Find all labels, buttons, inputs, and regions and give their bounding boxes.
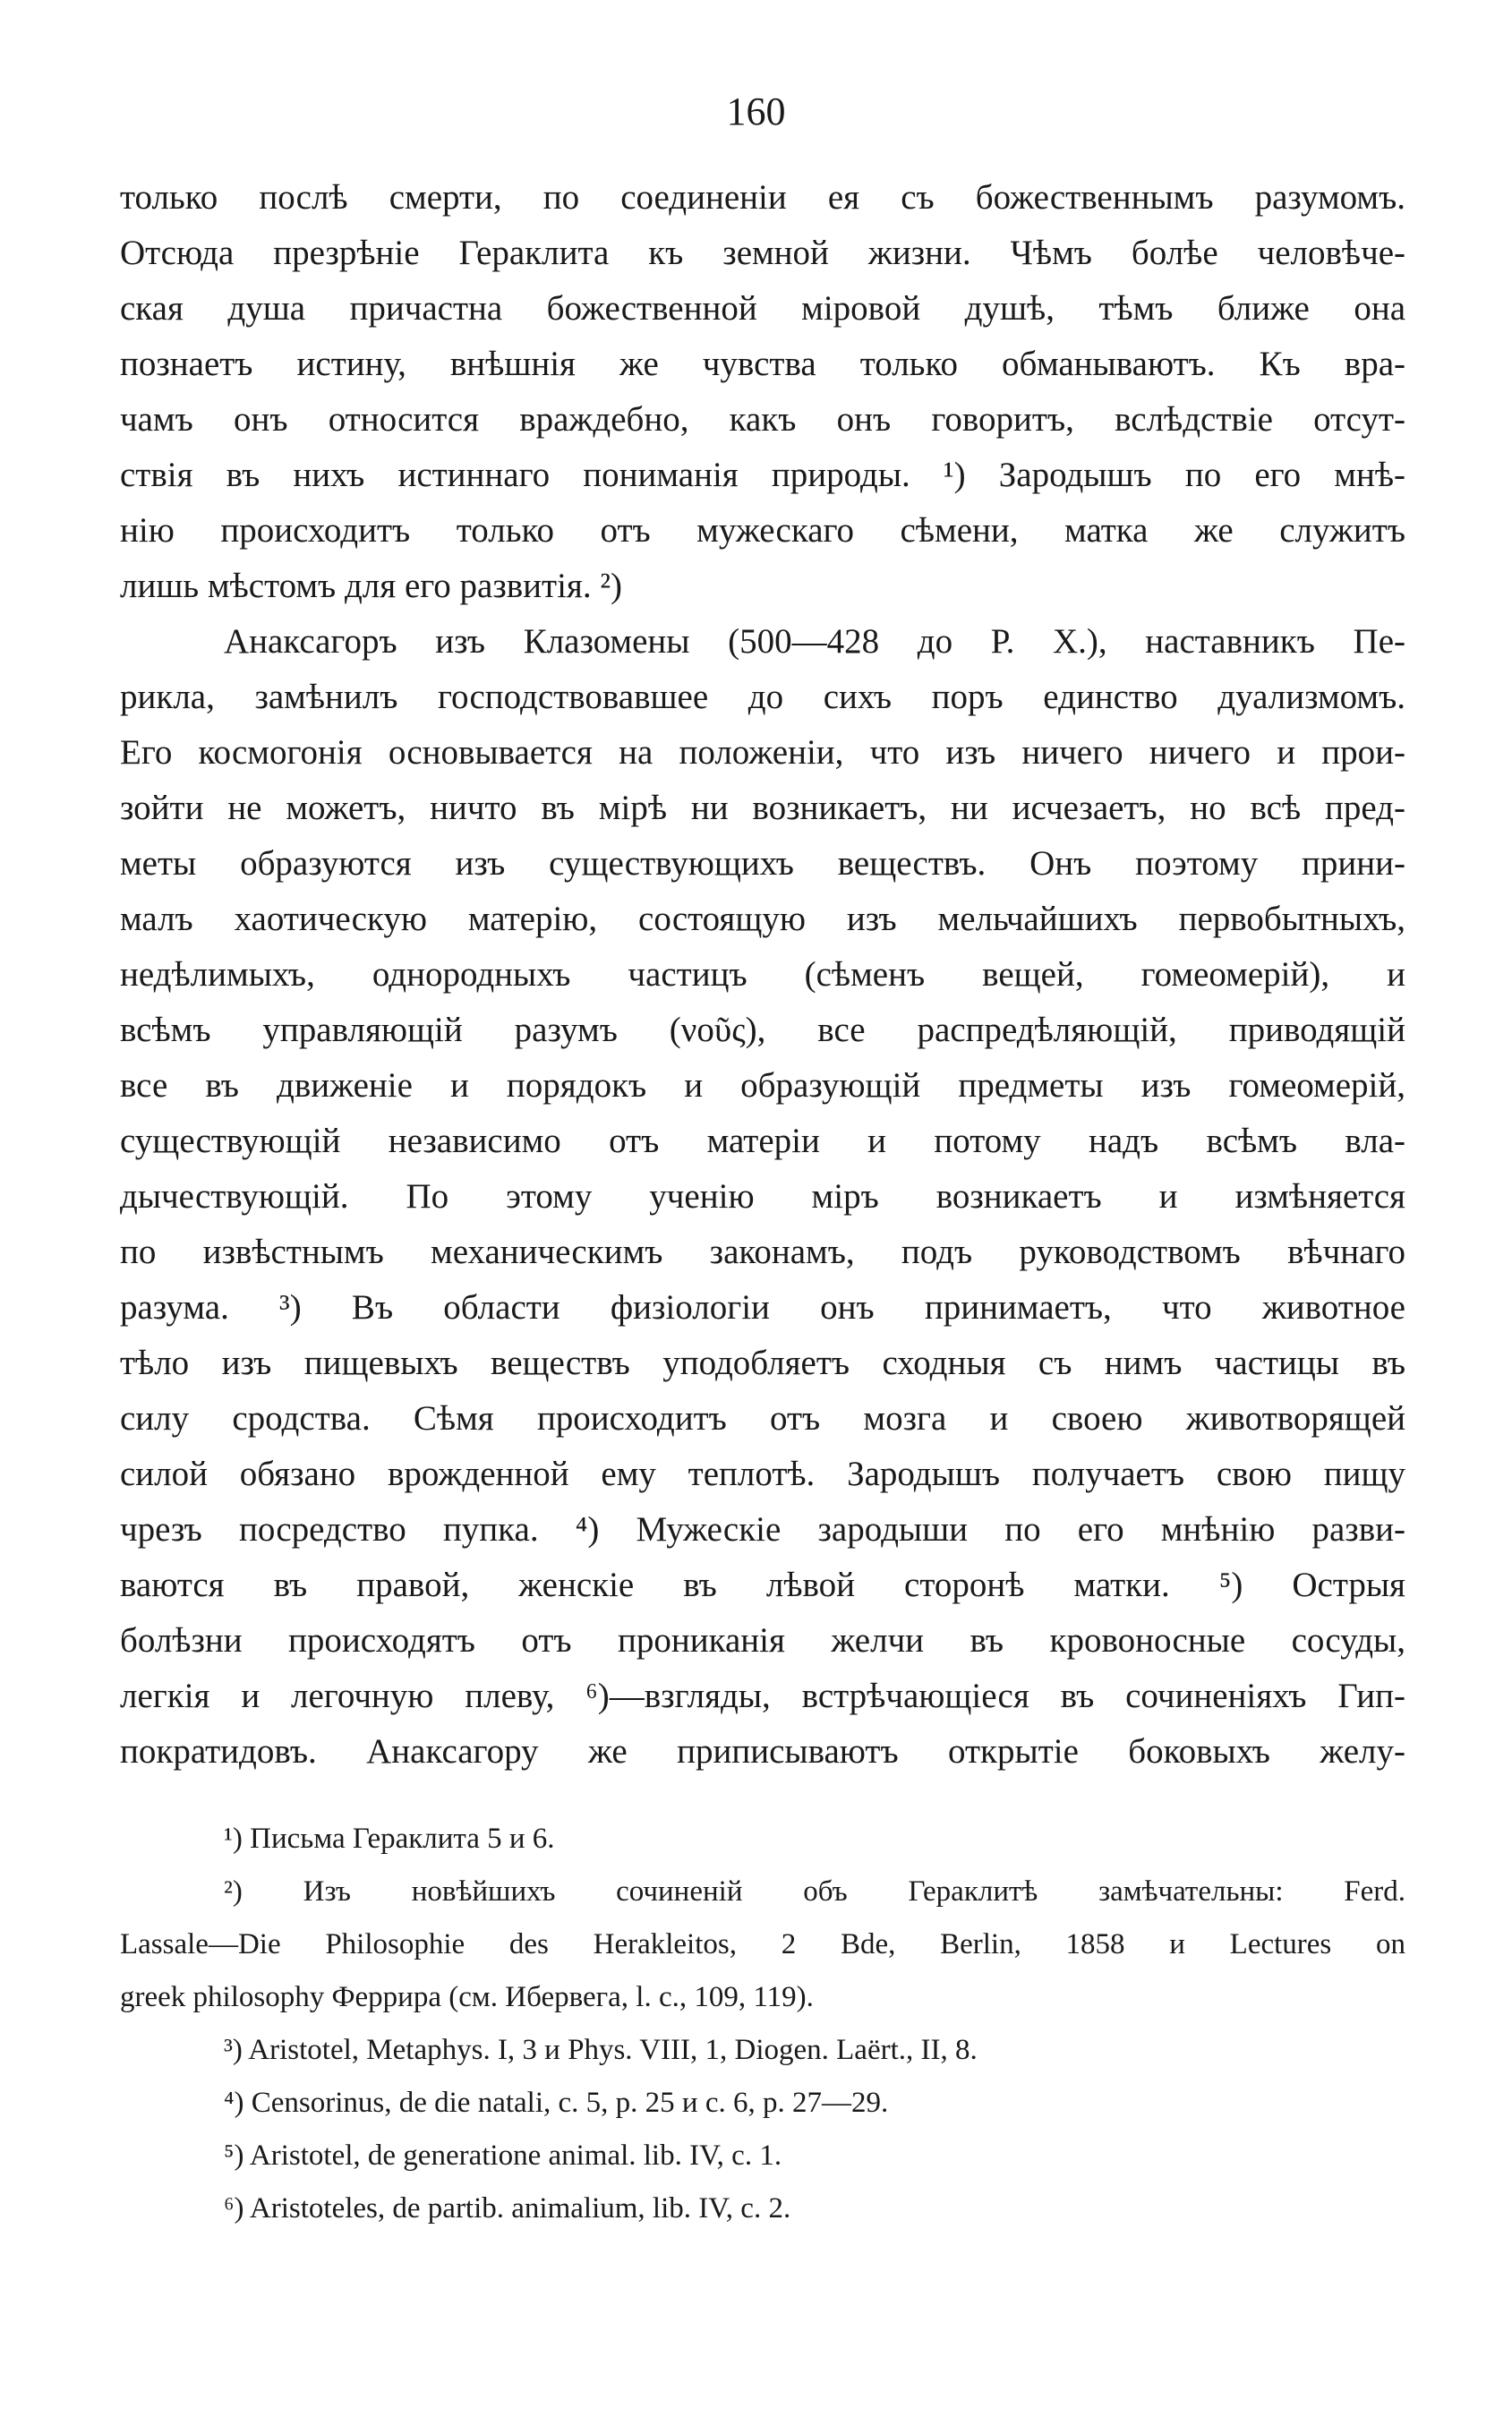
- body-line: ваются въ правой, женскіе въ лѣвой сторонѣ матки. ⁵) Острыя: [120, 1566, 1405, 1604]
- body-line: все въ движеніе и порядокъ и образующій предметы изъ гомеомерій,: [120, 1066, 1405, 1105]
- body-line: по извѣстнымъ механическимъ законамъ, подъ руководствомъ вѣчнаго: [120, 1233, 1405, 1271]
- body-line: меты образуются изъ существующихъ веществъ. Онъ поэтому прини-: [120, 844, 1405, 883]
- body-line: ская душа причастна божественной міровой душѣ, тѣмъ ближе она: [120, 289, 1405, 328]
- body-line: силой обязано врожденной ему теплотѣ. Зародышъ получаетъ свою пищу: [120, 1455, 1405, 1493]
- body-line: лишь мѣстомъ для его развитія. ²): [120, 567, 623, 605]
- footnote-continuation: Lassale—Die Philosophie des Herakleitos, 2 Bde, Berlin, 1858 и Lectures on: [120, 1928, 1405, 1960]
- body-line: нію происходитъ только отъ мужескаго сѣмени, матка же служитъ: [120, 511, 1405, 550]
- footnote: ²) Изъ новѣйшихъ сочиненій объ Гераклитѣ замѣчательны: Ferd.: [224, 1875, 1405, 1908]
- footnote: ⁵) Aristotel, de generatione animal. lib. IV, c. 1.: [224, 2139, 782, 2172]
- body-line: тѣло изъ пищевыхъ веществъ уподобляетъ сходныя съ нимъ частицы въ: [120, 1344, 1405, 1382]
- body-line: существующій независимо отъ матеріи и потому надъ всѣмъ вла-: [120, 1122, 1405, 1160]
- body-line: болѣзни происходятъ отъ прониканія желчи въ кровоносные сосуды,: [120, 1621, 1405, 1660]
- body-line: чрезъ посредство пупка. ⁴) Мужескіе зародыши по его мнѣнію разви-: [120, 1510, 1405, 1549]
- body-line: всѣмъ управляющій разумъ (νοῦς), все распредѣляющій, приводящій: [120, 1011, 1405, 1049]
- body-line: только послѣ смерти, по соединеніи ея съ божественнымъ разумомъ.: [120, 178, 1405, 217]
- body-line: Его космогонія основывается на положеніи, что изъ ничего ничего и прои-: [120, 733, 1405, 772]
- body-line: ствія въ нихъ истиннаго пониманія природы. ¹) Зародышъ по его мнѣ-: [120, 456, 1405, 494]
- footnote: ⁶) Aristoteles, de partib. animalium, lib. IV, c. 2.: [224, 2192, 791, 2225]
- body-line: пократидовъ. Анаксагору же приписываютъ открытіе боковыхъ желу-: [120, 1732, 1405, 1771]
- body-line: силу сродства. Сѣмя происходитъ отъ мозга и своею животворящей: [120, 1399, 1405, 1438]
- footnote: ¹) Письма Гераклита 5 и 6.: [224, 1823, 555, 1855]
- footnote: ⁴) Censorinus, de die natali, c. 5, p. 25 и c. 6, p. 27—29.: [224, 2087, 889, 2119]
- body-line: рикла, замѣнилъ господствовавшее до сихъ поръ единство дуализмомъ.: [120, 678, 1405, 716]
- body-line: разума. ³) Въ области физіологіи онъ принимаетъ, что животное: [120, 1288, 1405, 1327]
- body-line: зойти не можетъ, ничто въ мірѣ ни возникаетъ, ни исчезаетъ, но всѣ пред-: [120, 789, 1405, 827]
- body-line: легкія и легочную плеву, ⁶)—взгляды, встрѣчающіеся въ сочиненіяхъ Гип-: [120, 1677, 1405, 1715]
- page-number: 160: [726, 90, 786, 133]
- body-line: чамъ онъ относится враждебно, какъ онъ говоритъ, вслѣдствіе отсут-: [120, 400, 1405, 439]
- body-line: дычествующій. По этому ученію міръ возникаетъ и измѣняется: [120, 1177, 1405, 1216]
- footnotes: [120, 1813, 1405, 2235]
- body-line: познаетъ истину, внѣшнія же чувства только обманываютъ. Къ вра-: [120, 345, 1405, 383]
- body-text: [120, 170, 1405, 1780]
- footnote-continuation: greek philosophy Феррира (см. Ибервега, l. c., 109, 119).: [120, 1981, 814, 2013]
- body-line: недѣлимыхъ, однородныхъ частицъ (сѣменъ вещей, гомеомерій), и: [120, 955, 1405, 994]
- body-line: Анаксагоръ изъ Клазомены (500—428 до Р. Х.), наставникъ Пе-: [224, 622, 1405, 661]
- body-line: Отсюда презрѣніе Гераклита къ земной жизни. Чѣмъ болѣе человѣче-: [120, 234, 1405, 272]
- footnote: ³) Aristotel, Metaphys. I, 3 и Phys. VIII, 1, Diogen. Laërt., II, 8.: [224, 2034, 978, 2066]
- body-line: малъ хаотическую матерію, состоящую изъ мельчайшихъ первобытныхъ,: [120, 900, 1405, 938]
